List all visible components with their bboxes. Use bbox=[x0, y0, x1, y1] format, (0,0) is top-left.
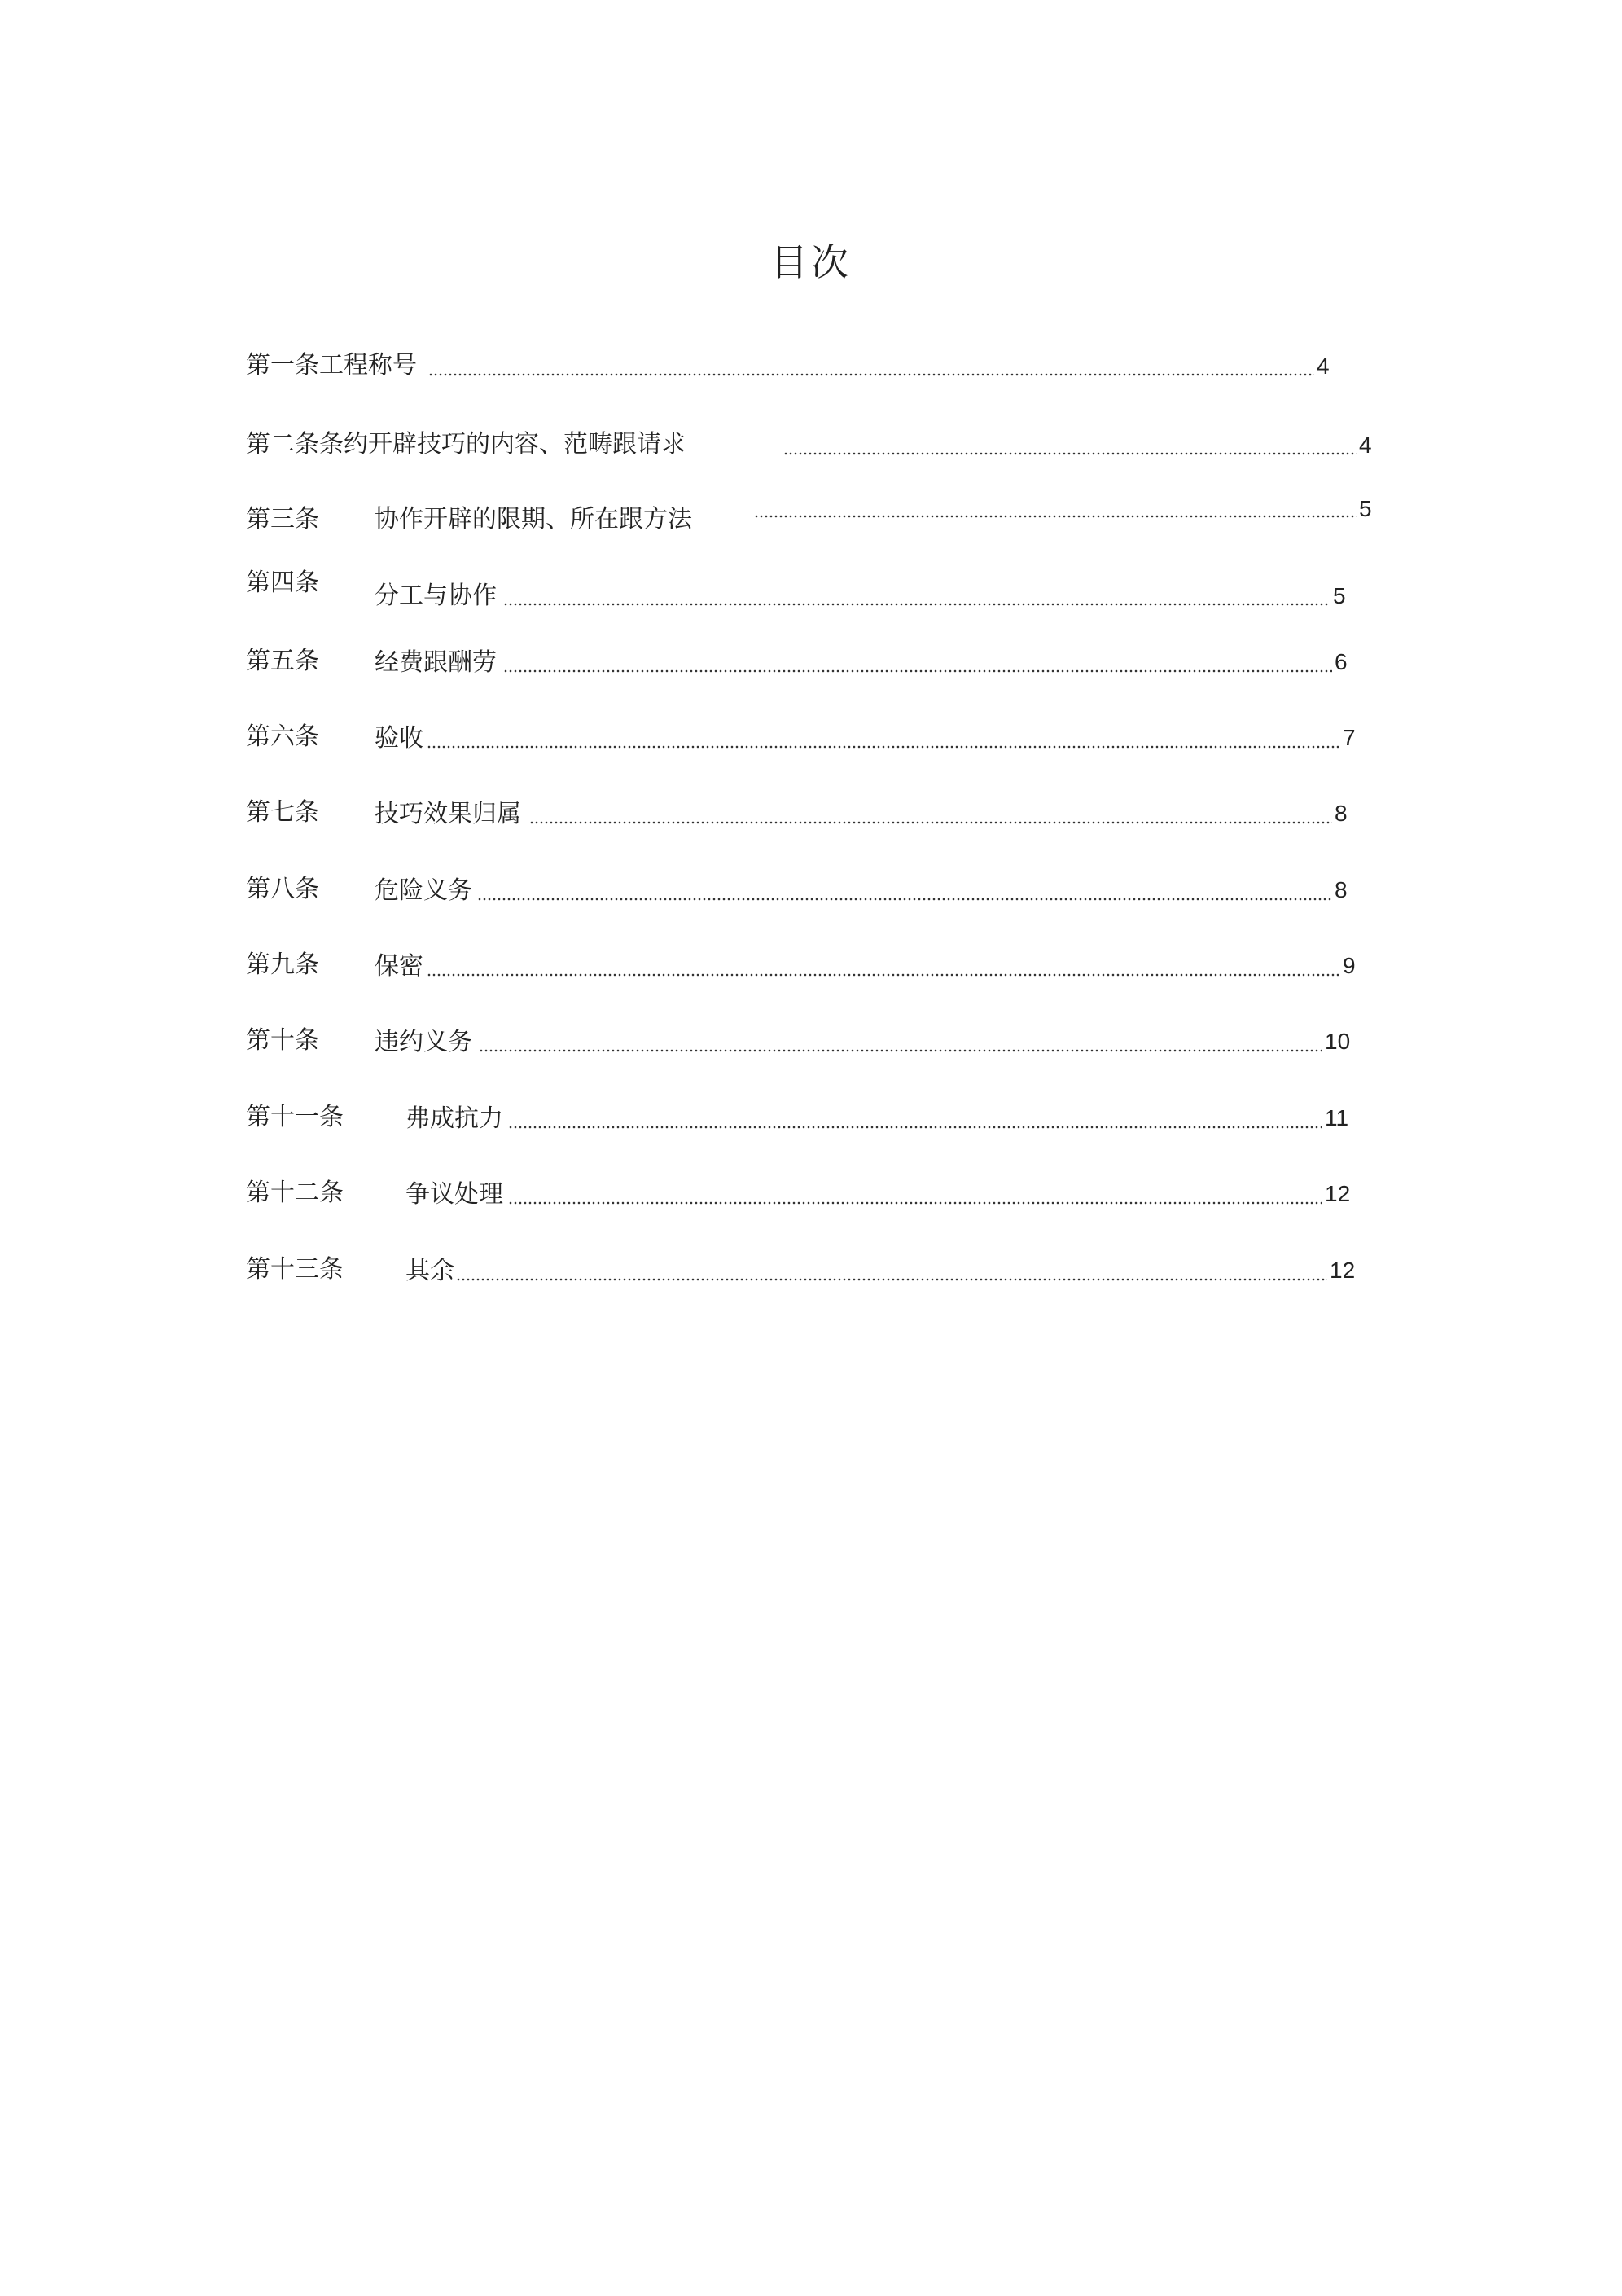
toc-entry[interactable] bbox=[0, 793, 1622, 834]
toc-article: 第七条 bbox=[246, 798, 319, 827]
toc-article: 第十二条 bbox=[246, 1179, 344, 1207]
toc-leader-dots bbox=[456, 1278, 1327, 1281]
toc-entry[interactable] bbox=[0, 1174, 1622, 1214]
toc-page-number: 5 bbox=[1333, 583, 1346, 608]
toc-page-number: 11 bbox=[1325, 1105, 1349, 1130]
toc-article: 第五条 bbox=[246, 647, 319, 675]
toc-heading: 保密 bbox=[375, 952, 423, 981]
toc-article: 第八条 bbox=[246, 875, 319, 903]
toc-article: 第一条工程称号 bbox=[246, 351, 417, 380]
toc-leader-dots bbox=[503, 669, 1332, 673]
toc-entry[interactable] bbox=[0, 1021, 1622, 1062]
toc-entry[interactable] bbox=[0, 346, 1622, 387]
toc-heading: 其余 bbox=[406, 1257, 454, 1285]
toc-heading: 分工与协作 bbox=[375, 582, 497, 610]
toc-article: 第四条 bbox=[246, 569, 319, 597]
toc-article: 第十三条 bbox=[246, 1255, 344, 1284]
toc-leader-dots bbox=[529, 821, 1332, 824]
toc-page-number: 5 bbox=[1359, 496, 1372, 521]
toc-leader-dots bbox=[783, 452, 1357, 455]
toc-page-number: 4 bbox=[1317, 353, 1330, 379]
toc-heading: 违约义务 bbox=[375, 1028, 472, 1056]
toc-heading: 危险义务 bbox=[375, 876, 472, 905]
toc-entry[interactable] bbox=[0, 425, 1622, 466]
toc-heading: 技巧效果归属 bbox=[375, 800, 521, 828]
toc-entry[interactable] bbox=[0, 946, 1622, 986]
toc-page-number: 8 bbox=[1335, 877, 1348, 902]
toc-heading: 协作开辟的限期、所在跟方法 bbox=[375, 505, 692, 533]
toc-leader-dots bbox=[508, 1201, 1322, 1205]
toc-entry[interactable] bbox=[0, 570, 1622, 611]
toc-article: 第三条 bbox=[246, 505, 319, 533]
toc-entry[interactable] bbox=[0, 870, 1622, 911]
toc-title: 目次 bbox=[770, 240, 852, 284]
toc-article: 第十一条 bbox=[246, 1103, 344, 1131]
toc-page-number: 12 bbox=[1325, 1181, 1351, 1206]
toc-leader-dots bbox=[754, 515, 1357, 518]
toc-entry[interactable] bbox=[0, 718, 1622, 758]
toc-entry[interactable] bbox=[0, 1098, 1622, 1139]
toc-heading: 弗成抗力 bbox=[406, 1104, 503, 1133]
toc-page-number: 6 bbox=[1335, 649, 1348, 674]
toc-leader-dots bbox=[427, 745, 1340, 749]
toc-page-number: 8 bbox=[1335, 801, 1348, 826]
toc-leader-dots bbox=[477, 898, 1332, 901]
toc-leader-dots bbox=[428, 373, 1314, 376]
toc-article: 第九条 bbox=[246, 950, 319, 979]
toc-heading: 争议处理 bbox=[406, 1180, 503, 1209]
toc-leader-dots bbox=[427, 973, 1340, 977]
toc-page-number: 4 bbox=[1359, 432, 1372, 458]
toc-page-number: 12 bbox=[1330, 1258, 1356, 1283]
toc-leader-dots bbox=[479, 1049, 1322, 1052]
toc-page-number: 7 bbox=[1343, 725, 1356, 750]
toc-article: 第二条条约开辟技巧的内容、范畴跟请求 bbox=[246, 430, 686, 459]
toc-page-number: 9 bbox=[1343, 953, 1356, 978]
toc-leader-dots bbox=[503, 603, 1330, 606]
toc-heading: 经费跟酬劳 bbox=[375, 648, 497, 677]
toc-article: 第六条 bbox=[246, 722, 319, 751]
toc-entry[interactable] bbox=[0, 642, 1622, 683]
toc-entry[interactable] bbox=[0, 1250, 1622, 1291]
toc-leader-dots bbox=[508, 1126, 1322, 1129]
toc-heading: 验收 bbox=[375, 724, 423, 753]
toc-entry[interactable] bbox=[0, 496, 1622, 541]
toc-article: 第十条 bbox=[246, 1026, 319, 1055]
toc-page-number: 10 bbox=[1325, 1029, 1351, 1054]
